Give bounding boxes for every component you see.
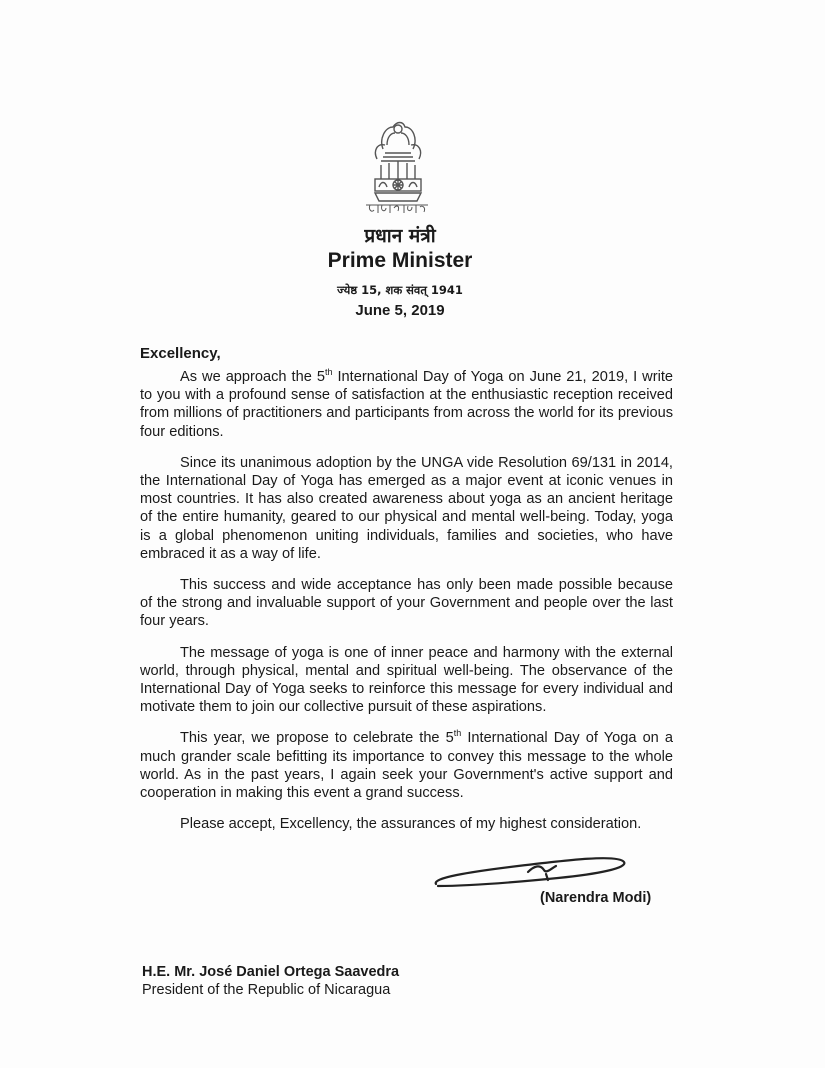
paragraph-6: Please accept, Excellency, the assurances of my highest consideration. <box>180 816 642 833</box>
letter-title: Prime Minister <box>327 249 473 272</box>
paragraph-2: Since its unanimous adoption by the UNGA vide Resolution 69/131 in 2014, the International Day of Yoga has emerged as a major event at iconic venues in most countries. It has also created awareness about yoga as an ancient heritage of the entire humanity, geared to our physical and mental well-being. Today, yoga is a global phenomenon uniting individuals, families and societies, who have embraced it as a way of life. <box>140 454 673 562</box>
letter-body <box>140 368 673 846</box>
paragraph-3: This success and wide acceptance has only been made possible because of the strong and invaluable support of your Government and people over the last four years. <box>140 577 673 630</box>
addressee-block <box>142 963 399 999</box>
addressee-title: President of the Republic of Nicaragua <box>142 982 391 998</box>
hindi-date: ज्येष्ठ 15, शक संवत् 1941 <box>337 283 463 297</box>
handwritten-signature-icon <box>428 848 648 893</box>
paragraph-5: This year, we propose to celebrate the 5th International Day of Yoga on a much grander scale befitting its importance to convey this message to the whole world. As in the past years, I again seek your Government's active support and cooperation in making this event a grand success. <box>140 728 673 802</box>
signer-name: (Narendra Modi) <box>540 890 652 906</box>
addressee-name: H.E. Mr. José Daniel Ortega Saavedra <box>142 964 400 980</box>
motto-script <box>364 202 430 216</box>
letter-date: June 5, 2019 <box>355 302 445 319</box>
paragraph-4: The message of yoga is one of inner peace and harmony with the external world, through physical, mental and spiritual well-being. The observance of the International Day of Yoga seeks to reinforce this message for every individual and motivate them to join our collective pursuit of these aspirations. <box>140 644 673 716</box>
hindi-title: प्रधान मंत्री <box>364 225 436 247</box>
paragraph-1: As we approach the 5th International Day of Yoga on June 21, 2019, I write to you with a profound sense of satisfaction at the enthusiastic reception received from millions of practitioners and participants from across the world for its previous four editions. <box>140 367 673 440</box>
salutation: Excellency, <box>140 345 221 362</box>
